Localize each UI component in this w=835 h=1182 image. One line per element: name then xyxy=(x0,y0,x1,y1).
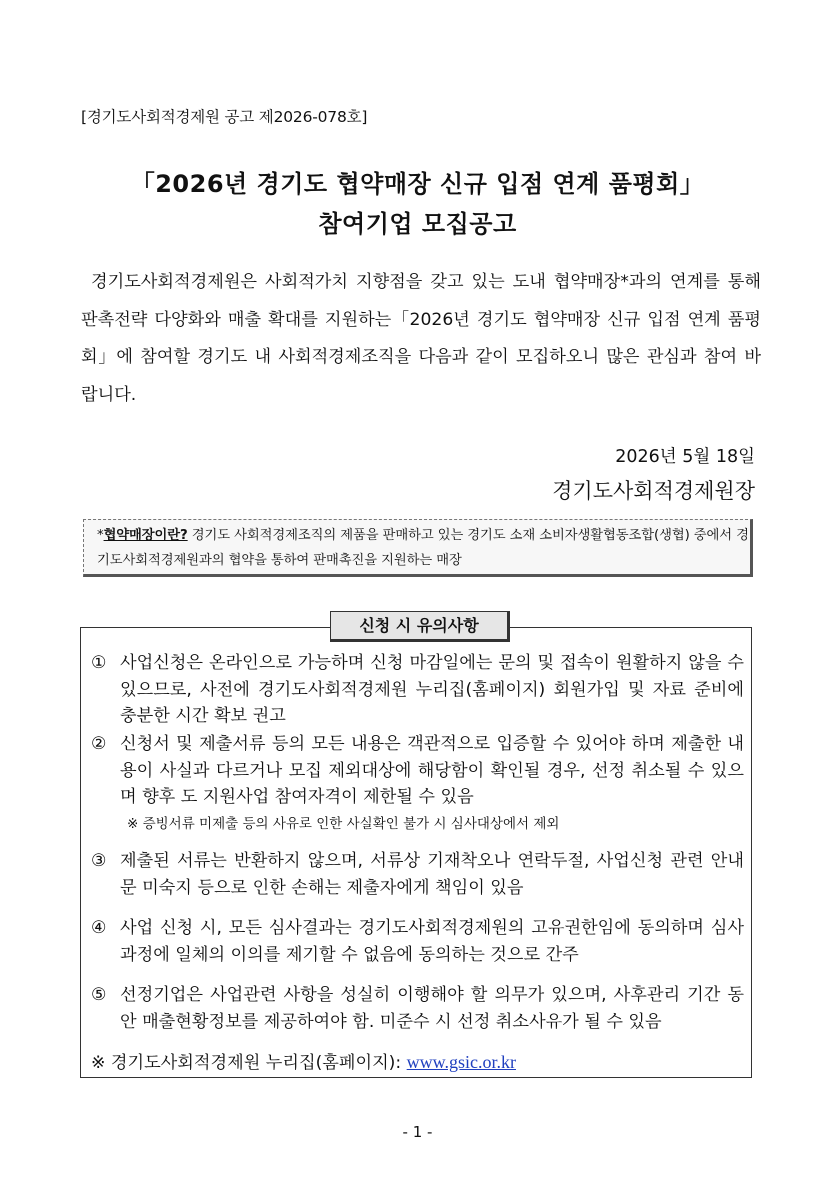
website-link[interactable]: www.gsic.or.kr xyxy=(406,1052,516,1072)
caution-number: ② xyxy=(91,734,107,754)
notice-date: 2026년 5월 18일 xyxy=(615,447,755,467)
caution-text: 사업 신청 시, 모든 심사결과는 경기도사회적경제원의 고유권한임에 동의하며 심사과정에 일체의 이의를 제기할 수 없음에 동의하는 것으로 간주 xyxy=(120,918,744,965)
caution-item xyxy=(91,848,744,901)
intro-text: 경기도사회적경제원은 사회적가치 지향점을 갖고 있는 도내 협약매장*과의 연계를 통해 판촉전략 다양화와 매출 확대를 지원하는「2026년 경기도 협약매장 신규 입점 연계 품평회」에 참여할 경기도 내 사회적경제조직을 다음과 같이 모집하오니 많은 관심과 참여 바랍니다. xyxy=(81,272,761,405)
caution-number: ① xyxy=(91,653,107,673)
caution-item xyxy=(91,982,744,1035)
caution-text: 신청서 및 제출서류 등의 모든 내용은 객관적으로 입증할 수 있어야 하며 제출한 내용이 사실과 다르거나 모집 제외대상에 해당함이 확인될 경우, 선정 취소될 수 있으며 향후 도 지원사업 참여자격이 제한될 수 있음 xyxy=(120,734,744,807)
page-number: - 1 - xyxy=(402,1123,433,1141)
website-line xyxy=(91,1048,516,1073)
caution-item xyxy=(91,915,744,968)
cautions-box xyxy=(80,616,752,1078)
caution-text: 선정기업은 사업관련 사항을 성실히 이행해야 할 의무가 있으며, 사후관리 기간 동안 매출현황정보를 제공하여야 함. 미준수 시 선정 취소사유가 될 수 있음 xyxy=(120,985,744,1032)
issuer-name: 경기도사회적경제원장 xyxy=(552,479,755,503)
caution-number: ③ xyxy=(91,851,107,871)
caution-item xyxy=(91,650,744,730)
caution-number: ④ xyxy=(91,918,107,938)
website-label: ※ 경기도사회적경제원 누리집(홈페이지): xyxy=(91,1053,407,1073)
notice-number: [경기도사회적경제원 공고 제2026-078호] xyxy=(81,108,368,126)
page-title: 「2026년 경기도 협약매장 신규 입점 연계 품평회」 xyxy=(130,170,705,198)
caution-number: ⑤ xyxy=(91,985,107,1005)
cautions-title: 신청 시 유의사항 xyxy=(330,611,510,642)
caution-note: ※ 증빙서류 미제출 등의 사유로 인한 사실확인 불가 시 심사대상에서 제외 xyxy=(127,815,560,832)
intro-paragraph xyxy=(81,264,761,414)
definition-prefix: * xyxy=(97,528,104,543)
definition-term: 협약매장이란? xyxy=(103,528,188,543)
page-subtitle: 참여기업 모집공고 xyxy=(318,210,517,238)
definition-text: 경기도 사회적경제조직의 제품을 판매하고 있는 경기도 소재 소비자생활협동조합(생협) 중에서 경기도사회적경제원과의 협약을 통하여 판매촉진을 지원하는 매장 xyxy=(97,528,749,568)
caution-text: 사업신청은 온라인으로 가능하며 신청 마감일에는 문의 및 접속이 원활하지 않을 수 있으므로, 사전에 경기도사회적경제원 누리집(홈페이지) 회원가입 및 자료 준비에 충분한 시간 확보 권고 xyxy=(120,653,744,726)
caution-item xyxy=(91,731,744,835)
definition-box xyxy=(83,519,753,577)
caution-text: 제출된 서류는 반환하지 않으며, 서류상 기재착오나 연락두절, 사업신청 관련 안내문 미숙지 등으로 인한 손해는 제출자에게 책임이 있음 xyxy=(120,851,744,898)
